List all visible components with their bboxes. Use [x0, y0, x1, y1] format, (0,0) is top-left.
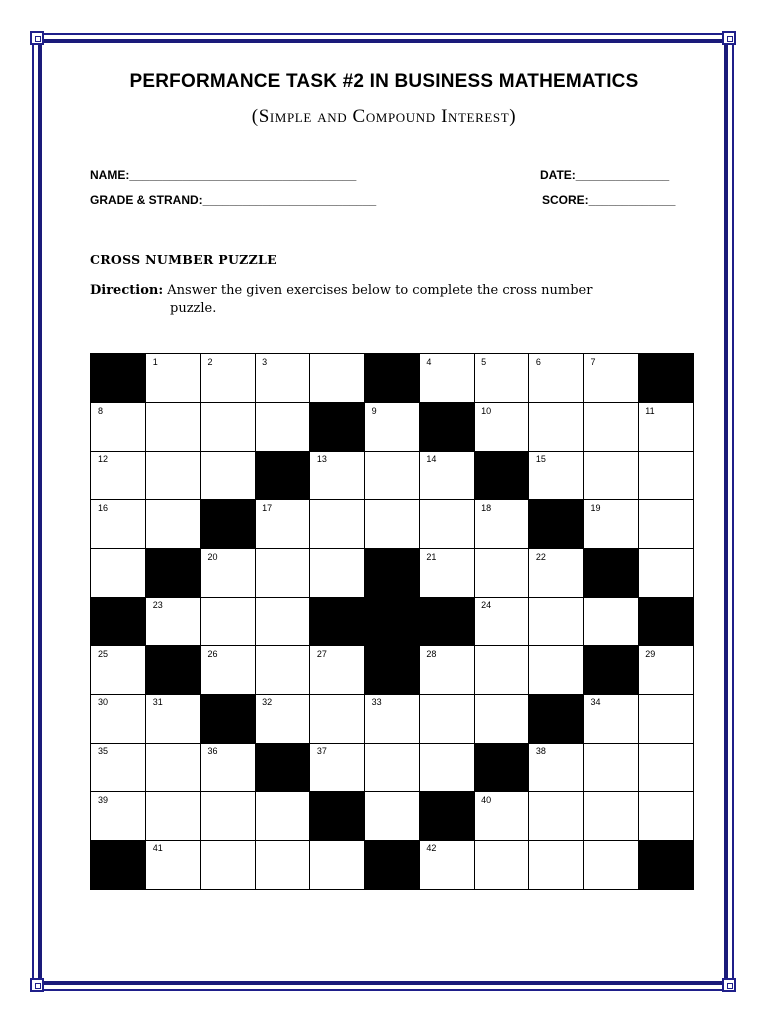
grid-cell[interactable]: [146, 500, 201, 549]
clue-number: 35: [98, 746, 109, 757]
grid-cell[interactable]: [255, 694, 310, 743]
grid-cell[interactable]: [419, 694, 474, 743]
grid-cell[interactable]: [200, 549, 255, 598]
grid-cell[interactable]: [91, 792, 146, 841]
grid-cell[interactable]: [584, 403, 639, 452]
grid-cell[interactable]: [584, 743, 639, 792]
grid-cell[interactable]: [365, 403, 420, 452]
clue-number: 16: [98, 502, 109, 513]
grid-cell[interactable]: [200, 403, 255, 452]
grid-cell-black: [200, 694, 255, 743]
direction-label: Direction:: [90, 283, 164, 298]
grid-cell[interactable]: [146, 451, 201, 500]
grid-cell[interactable]: [200, 354, 255, 403]
clue-number: 7: [590, 357, 596, 367]
grid-cell[interactable]: [365, 500, 420, 549]
grid-cell-black: [91, 840, 146, 889]
grid-cell-black: [91, 354, 146, 403]
grid-cell[interactable]: [255, 840, 310, 889]
grid-cell-black: [474, 451, 529, 500]
grid-cell-black: [365, 597, 420, 646]
grid-cell[interactable]: [255, 500, 310, 549]
clue-number: 40: [481, 794, 492, 805]
clue-number: 19: [590, 502, 601, 513]
grid-cell[interactable]: [474, 403, 529, 452]
grid-cell[interactable]: [584, 451, 639, 500]
grid-cell[interactable]: [91, 403, 146, 452]
grid-cell[interactable]: [474, 840, 529, 889]
grid-cell[interactable]: [310, 840, 365, 889]
grid-cell-black: [365, 840, 420, 889]
grid-cell[interactable]: [638, 792, 693, 841]
grid-cell[interactable]: [91, 549, 146, 598]
grid-cell-black: [638, 597, 693, 646]
grid-cell-black: [638, 840, 693, 889]
grid-cell[interactable]: [146, 403, 201, 452]
clue-number: 14: [426, 454, 437, 465]
clue-number: 39: [98, 794, 109, 805]
clue-number: 25: [98, 648, 109, 659]
grid-cell-black: [310, 597, 365, 646]
clue-number: 9: [371, 405, 377, 416]
clue-number: 22: [535, 551, 546, 562]
grid-cell-black: [255, 451, 310, 500]
page-subtitle: (Simple and Compound Interest): [251, 106, 517, 127]
clue-number: 15: [535, 454, 546, 465]
grid-cell[interactable]: [310, 451, 365, 500]
grid-cell[interactable]: [529, 597, 584, 646]
clue-number: 17: [262, 502, 273, 513]
grid-cell[interactable]: [255, 792, 310, 841]
clue-number: 28: [426, 648, 437, 659]
grid-cell[interactable]: [529, 451, 584, 500]
grid-cell-black: [365, 646, 420, 695]
grid-cell[interactable]: [529, 743, 584, 792]
grid-cell-black: [365, 549, 420, 598]
clue-number: 8: [98, 405, 104, 416]
clue-number: 26: [207, 648, 218, 659]
grid-cell[interactable]: [419, 743, 474, 792]
grid-cell[interactable]: [638, 694, 693, 743]
grid-cell[interactable]: [529, 792, 584, 841]
direction-continuation: puzzle.: [170, 301, 217, 316]
clue-number: 29: [645, 648, 656, 659]
grid-cell[interactable]: [474, 694, 529, 743]
grid-cell[interactable]: [146, 354, 201, 403]
grid-cell[interactable]: [255, 549, 310, 598]
grid-cell[interactable]: [474, 354, 529, 403]
grid-cell[interactable]: [200, 646, 255, 695]
grid-cell[interactable]: [529, 840, 584, 889]
grid-cell[interactable]: [584, 500, 639, 549]
direction-text: [90, 282, 680, 318]
grid-cell[interactable]: [419, 646, 474, 695]
grid-cell[interactable]: [200, 840, 255, 889]
grid-cell[interactable]: [419, 549, 474, 598]
grid-cell[interactable]: [310, 743, 365, 792]
clue-number: 38: [535, 746, 546, 757]
grid-cell[interactable]: [310, 354, 365, 403]
corner-ornament-bottom-left: [30, 978, 44, 992]
clue-number: 4: [426, 357, 432, 367]
corner-ornament-top-right: [722, 31, 736, 45]
grid-cell-black: [529, 694, 584, 743]
grade-strand-field[interactable]: GRADE & STRAND:__________________________: [90, 193, 377, 207]
clue-number: 34: [590, 697, 601, 708]
grid-cell-black: [200, 500, 255, 549]
page-title: PERFORMANCE TASK #2 IN BUSINESS MATHEMATICS: [129, 71, 639, 92]
grid-cell[interactable]: [146, 694, 201, 743]
grid-cell[interactable]: [91, 500, 146, 549]
grid-cell-black: [255, 743, 310, 792]
grid-cell-black: [529, 500, 584, 549]
grid-cell[interactable]: [255, 597, 310, 646]
grid-cell[interactable]: [255, 403, 310, 452]
grid-cell-black: [310, 403, 365, 452]
clue-number: 30: [98, 697, 109, 708]
grid-cell[interactable]: [310, 549, 365, 598]
grid-cell[interactable]: [146, 792, 201, 841]
grid-cell-black: [419, 792, 474, 841]
grid-cell-black: [419, 403, 474, 452]
grid-cell[interactable]: [419, 451, 474, 500]
clue-number: 36: [207, 746, 218, 757]
grid-cell[interactable]: [419, 500, 474, 549]
grid-cell[interactable]: [310, 646, 365, 695]
grid-cell[interactable]: [474, 549, 529, 598]
grid-cell[interactable]: [365, 694, 420, 743]
date-field[interactable]: DATE:______________: [540, 168, 670, 182]
grid-cell-black: [584, 549, 639, 598]
grid-cell[interactable]: [91, 743, 146, 792]
grid-cell[interactable]: [200, 597, 255, 646]
grid-cell-black: [146, 549, 201, 598]
grid-cell[interactable]: [529, 354, 584, 403]
grid-cell[interactable]: [255, 646, 310, 695]
clue-number: 21: [426, 551, 437, 562]
grid-cell-black: [638, 354, 693, 403]
clue-number: 33: [371, 697, 382, 708]
grid-cell[interactable]: [584, 792, 639, 841]
grid-cell-black: [91, 597, 146, 646]
grid-cell[interactable]: [200, 792, 255, 841]
clue-number: 41: [152, 843, 163, 854]
grid-cell[interactable]: [584, 354, 639, 403]
clue-number: 27: [316, 648, 327, 659]
grid-cell-black: [146, 646, 201, 695]
grid-cell-black: [584, 646, 639, 695]
grid-cell[interactable]: [419, 840, 474, 889]
grid-cell[interactable]: [365, 792, 420, 841]
grid-cell[interactable]: [91, 646, 146, 695]
grid-cell[interactable]: [200, 743, 255, 792]
clue-number: 42: [426, 843, 437, 854]
grid-cell[interactable]: [474, 597, 529, 646]
clue-number: 6: [535, 357, 541, 367]
grid-cell[interactable]: [474, 792, 529, 841]
corner-ornament-bottom-right: [722, 978, 736, 992]
grid-cell[interactable]: [91, 451, 146, 500]
grid-cell-black: [474, 743, 529, 792]
clue-number: 20: [207, 551, 218, 562]
grid-cell[interactable]: [146, 597, 201, 646]
grid-cell[interactable]: [529, 549, 584, 598]
clue-number: 37: [316, 746, 327, 757]
grid-cell[interactable]: [584, 694, 639, 743]
grid-cell[interactable]: [584, 840, 639, 889]
grid-cell[interactable]: [146, 743, 201, 792]
clue-number: 12: [98, 454, 109, 465]
grid-cell[interactable]: [474, 646, 529, 695]
grid-cell-black: [365, 354, 420, 403]
direction-body: Answer the given exercises below to complete the cross number: [167, 283, 593, 298]
clue-number: 13: [316, 454, 327, 465]
grid-cell[interactable]: [146, 840, 201, 889]
grid-cell[interactable]: [365, 451, 420, 500]
cross-number-grid: [90, 353, 694, 890]
grid-cell[interactable]: [529, 403, 584, 452]
grid-cell[interactable]: [638, 403, 693, 452]
grid-cell[interactable]: [529, 646, 584, 695]
grid-cell[interactable]: [365, 743, 420, 792]
grid-cell[interactable]: [310, 500, 365, 549]
score-field[interactable]: SCORE:_____________: [542, 193, 676, 207]
grid-cell[interactable]: [91, 694, 146, 743]
clue-number: 5: [481, 357, 487, 367]
name-field[interactable]: NAME:__________________________________: [90, 168, 357, 182]
grid-cell[interactable]: [310, 694, 365, 743]
grid-cell[interactable]: [584, 597, 639, 646]
clue-number: 10: [481, 405, 492, 416]
clue-number: 1: [152, 357, 158, 367]
grid-cell[interactable]: [200, 451, 255, 500]
grid-cell[interactable]: [638, 549, 693, 598]
grid-cell-black: [310, 792, 365, 841]
clue-number: 24: [481, 600, 492, 611]
corner-ornament-top-left: [30, 31, 44, 45]
grid-cell-black: [419, 597, 474, 646]
grid-cell[interactable]: [638, 646, 693, 695]
clue-number: 2: [207, 357, 213, 367]
clue-number: 31: [152, 697, 163, 708]
clue-number: 11: [645, 405, 655, 416]
clue-number: 3: [262, 357, 268, 367]
grid-cell[interactable]: [638, 451, 693, 500]
clue-number: 23: [152, 600, 163, 611]
grid-cell[interactable]: [255, 354, 310, 403]
grid-cell[interactable]: [419, 354, 474, 403]
grid-cell[interactable]: [638, 743, 693, 792]
section-heading: CROSS NUMBER PUZZLE: [90, 252, 277, 267]
clue-number: 18: [481, 502, 492, 513]
clue-number: 32: [262, 697, 273, 708]
grid-cell[interactable]: [474, 500, 529, 549]
grid-cell[interactable]: [638, 500, 693, 549]
